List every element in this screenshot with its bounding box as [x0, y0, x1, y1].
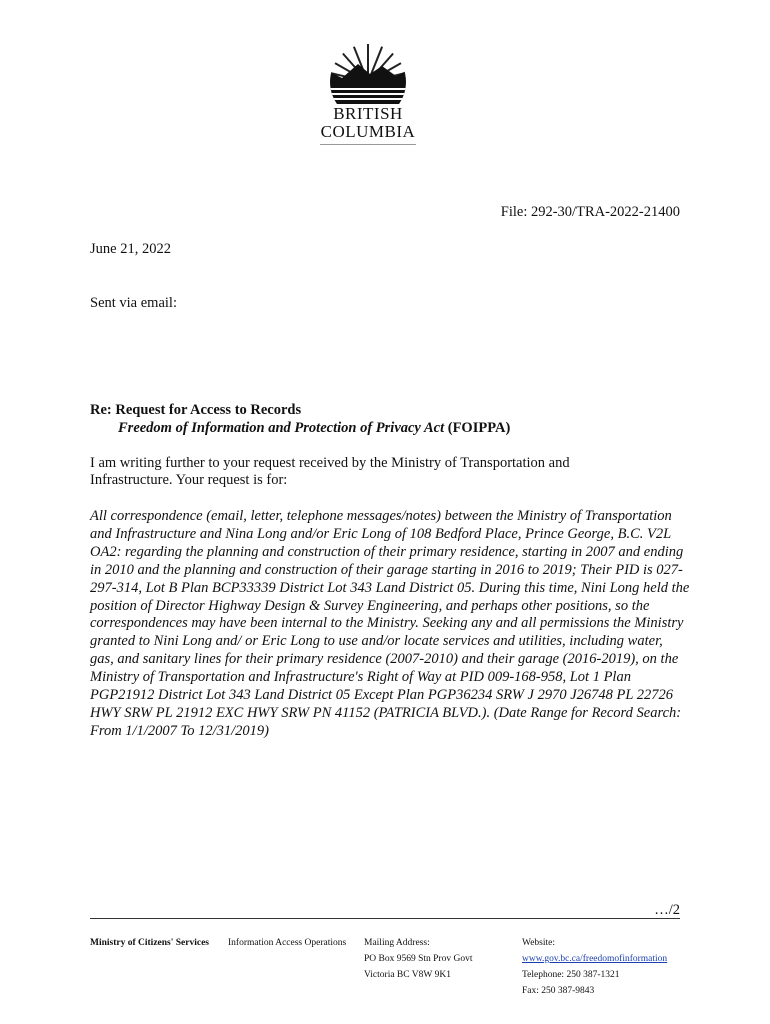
act-name: Freedom of Information and Protection of Privacy Act	[118, 420, 445, 436]
subject-line: Re: Request for Access to Records	[90, 402, 302, 418]
website-label: Website:	[522, 938, 556, 948]
footer-division: Information Access Operations	[228, 938, 347, 948]
footer-ministry: Ministry of Citizens' Services	[90, 938, 209, 948]
telephone: Telephone: 250 387-1321	[522, 970, 620, 980]
request-text: All correspondence (email, letter, telephone messages/notes) between the Ministry of Transportation and Infrastructure and Nina Long and/or Eric Long of 108 Bedford Place, Prince George, B.C. V2L OA2: regarding the planning and construction of their primary residence, starting in 2007 and ending in 2010 and the planning and construction of their garage starting in 2016 to 2019; Their PID is 027-297-314, Lot B Plan BCP33339 District Lot 343 Land District 05. During this time, Nini Long held the position of Director Highway Design & Survey Engineering, and perhaps other positions, so the correspondences may have been internal to the Ministry. Seeking any and all permissions the Ministry granted to Nini Long and/ or Eric Long to use and/or locate services and utilities, including water, gas, and sanitary lines for their primary residence (2007-2010) and their garage (2016-2019), on the Ministry of Transportation and Infrastructure's Right of Way at PID 009-168-958, Lot 1 Plan PGP21912 District Lot 343 Land District 05 Except Plan PGP36234 SRW J 2970 J26748 PL 22726 HWY SRW PL 21912 EXC HWY SRW PN 41152 (PATRICIA BLVD.). (Date Range for Record Search: From 1/1/2007 To 12/31/2019)	[90, 508, 690, 739]
mailing-line-1: PO Box 9569 Stn Prov Govt	[364, 954, 473, 964]
letter-date: June 21, 2022	[90, 241, 171, 257]
file-reference: File: 292-30/TRA-2022-21400	[500, 204, 680, 220]
logo-text-british: BRITISH	[333, 104, 403, 123]
sent-via: Sent via email:	[90, 295, 177, 311]
subject-block	[90, 401, 510, 437]
page-continuation: …/2	[654, 902, 680, 918]
logo-rule	[320, 144, 416, 145]
act-acronym: (FOIPPA)	[444, 420, 511, 436]
bc-sun-mountains-emblem	[312, 44, 424, 104]
footer-divider	[90, 918, 680, 919]
bc-government-logo	[312, 44, 424, 144]
website-link[interactable]: www.gov.bc.ca/freedomofinformation	[522, 954, 668, 964]
intro-paragraph: I am writing further to your request received by the Ministry of Transportation and Infrastructure. Your request is for:	[90, 455, 570, 488]
logo-text-columbia: COLUMBIA	[320, 122, 416, 141]
fax: Fax: 250 387-9843	[522, 986, 595, 996]
subject-act-line	[90, 419, 510, 437]
mailing-label: Mailing Address:	[364, 938, 430, 948]
mailing-line-2: Victoria BC V8W 9K1	[364, 970, 451, 980]
footer-mailing-address	[364, 935, 472, 983]
footer-contact	[522, 935, 667, 999]
